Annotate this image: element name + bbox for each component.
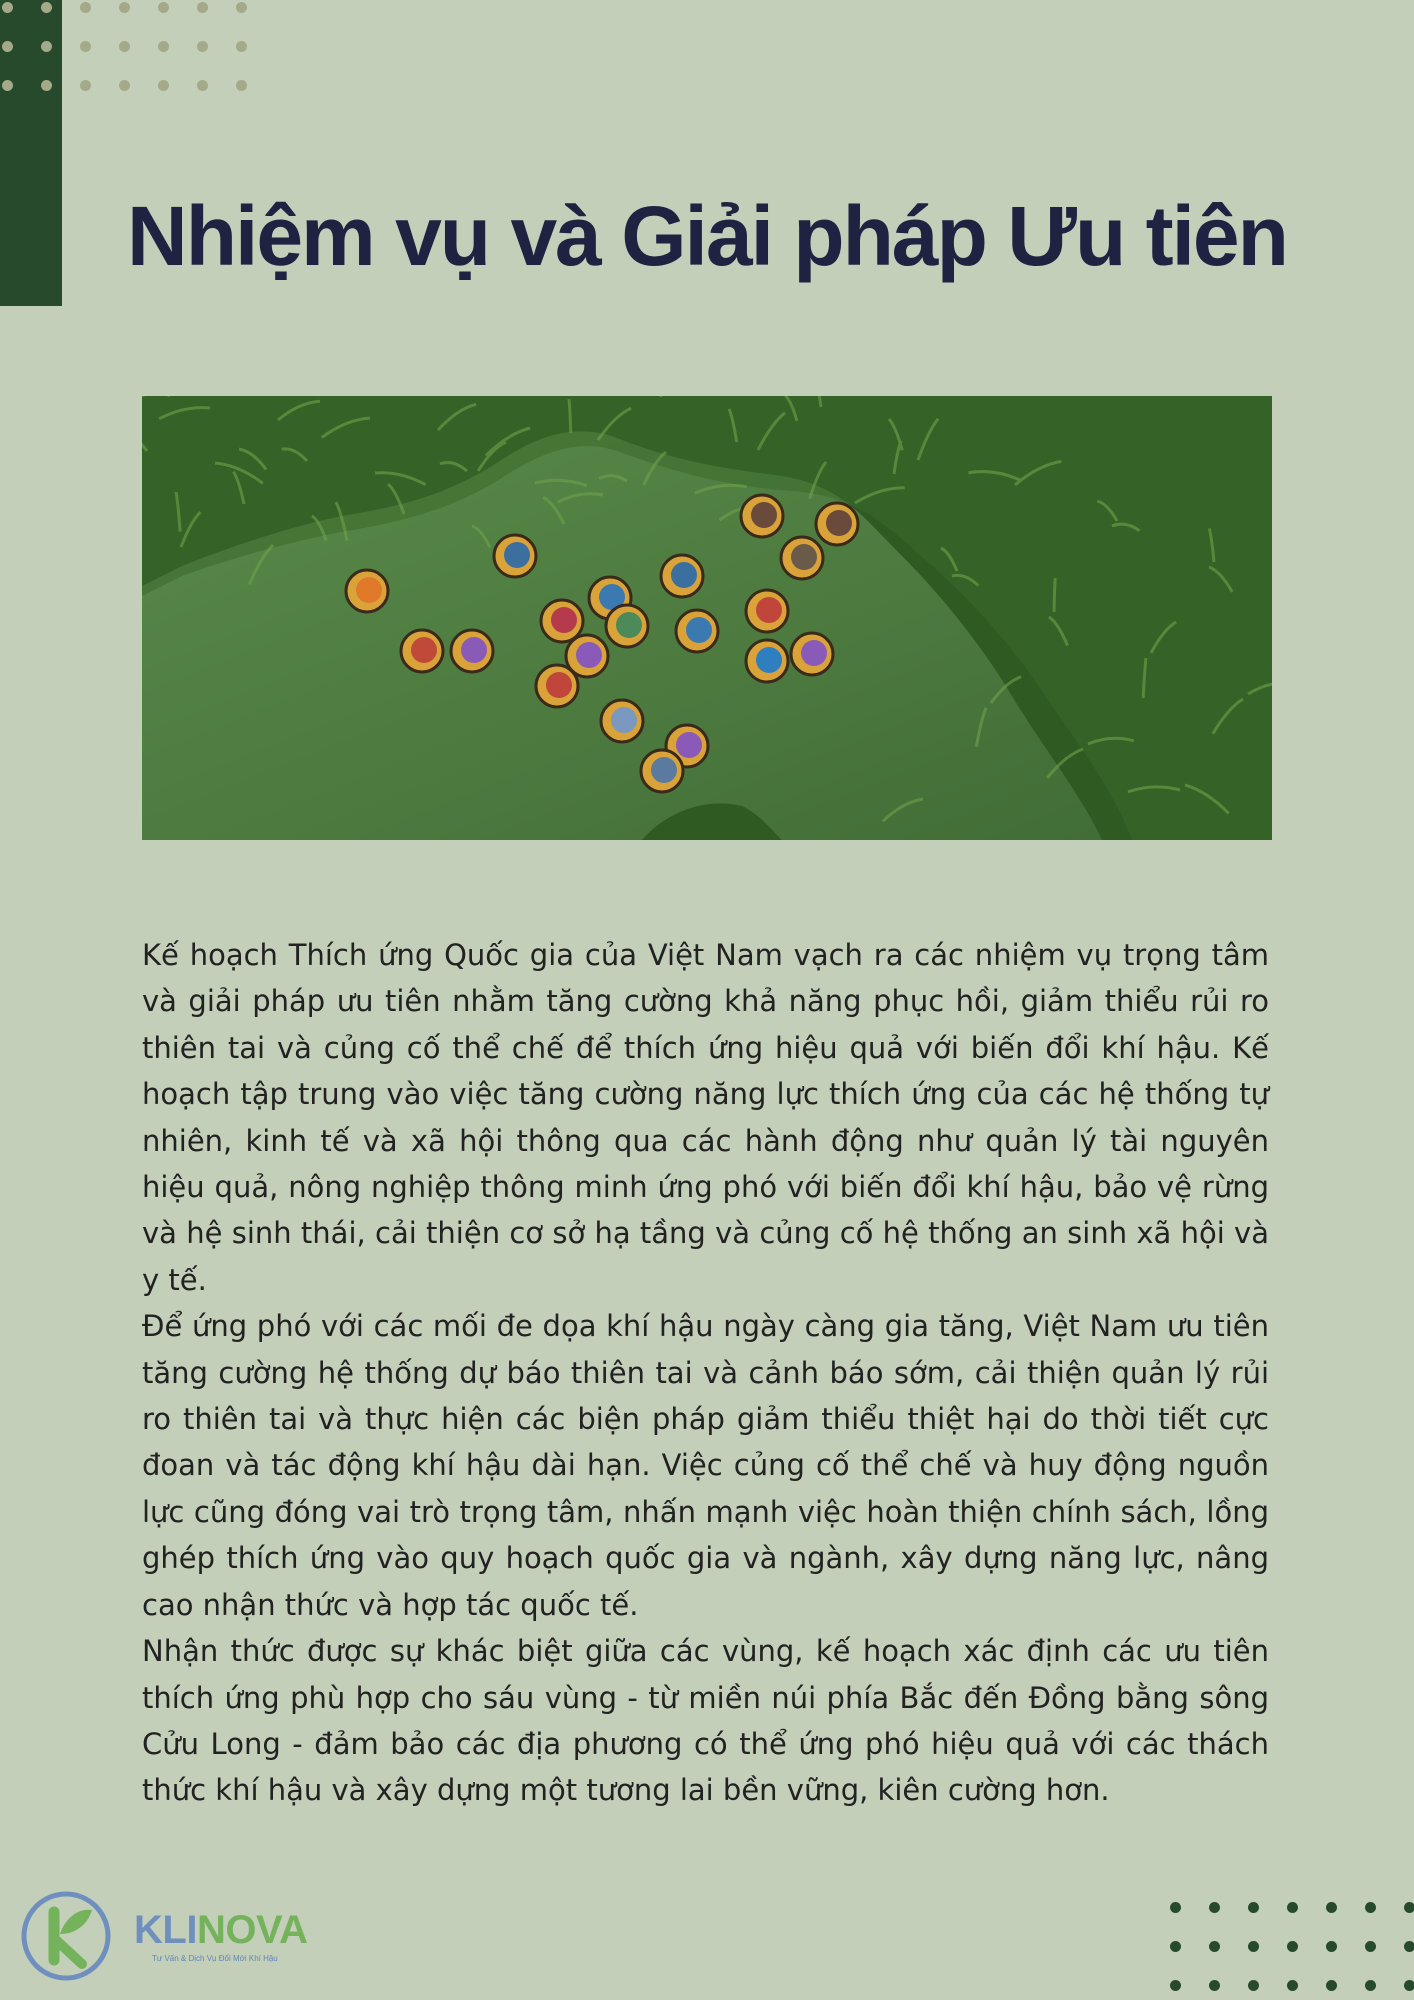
body-text — [142, 932, 1269, 1814]
decorative-dot — [158, 41, 169, 52]
decorative-dot — [158, 80, 169, 91]
paragraph: Để ứng phó với các mối đe dọa khí hậu ngày càng gia tăng, Việt Nam ưu tiên tăng cường hệ thống dự báo thiên tai và cảnh báo sớm, cải thiện quản lý rủi ro thiên tai và thực hiện các biện pháp giảm thiểu thiệt hại do thời tiết cực đoan và tác động khí hậu dài hạn. Việc củng cố thể chế và huy động nguồn lực cũng đóng vai trò trọng tâm, nhấn mạnh việc hoàn thiện chính sách, lồng ghép thích ứng vào quy hoạch quốc gia và ngành, xây dựng năng lực, nâng cao nhận thức và hợp tác quốc tế. — [142, 1309, 1269, 1622]
decorative-dot — [197, 2, 208, 13]
decorative-dot — [1365, 1980, 1376, 1991]
decorative-dot — [80, 2, 91, 13]
decorative-dot — [236, 2, 247, 13]
decorative-dot — [80, 41, 91, 52]
decorative-dot — [41, 2, 52, 13]
klinova-logo — [18, 1890, 318, 1982]
decorative-dot — [1404, 1980, 1414, 1991]
decorative-dot — [2, 2, 13, 13]
decorative-dot — [1326, 1980, 1337, 1991]
decorative-dot — [119, 41, 130, 52]
decorative-dot — [2, 80, 13, 91]
decorative-dot — [1209, 1902, 1220, 1913]
decorative-dot — [1365, 1941, 1376, 1952]
decorative-dot — [158, 2, 169, 13]
brand-name: KLINOVA — [134, 1908, 308, 1952]
decorative-dot — [1287, 1980, 1298, 1991]
decorative-dot — [1404, 1902, 1414, 1913]
decorative-dot — [1170, 1980, 1181, 1991]
photo-basket-boats-coconut-forest — [142, 396, 1272, 840]
decorative-dot — [41, 41, 52, 52]
decorative-dot — [1365, 1902, 1376, 1913]
decorative-dot — [1170, 1941, 1181, 1952]
decorative-dot — [2, 41, 13, 52]
decorative-dot — [1404, 1941, 1414, 1952]
decorative-dot — [1209, 1941, 1220, 1952]
decorative-dot — [197, 80, 208, 91]
decorative-dot — [119, 2, 130, 13]
decorative-dot — [1209, 1980, 1220, 1991]
paragraph: Nhận thức được sự khác biệt giữa các vùng, kế hoạch xác định các ưu tiên thích ứng phù hợp cho sáu vùng - từ miền núi phía Bắc đến Đồng bằng sông Cửu Long - đảm bảo các địa phương có thể ứng phó hiệu quả với các thách thức khí hậu và xây dựng một tương lai bền vững, kiên cường hơn. — [142, 1634, 1269, 1808]
decorative-dot — [236, 41, 247, 52]
klinova-emblem-icon — [18, 1890, 118, 1982]
decorative-dot — [1170, 1902, 1181, 1913]
decorative-dot — [41, 80, 52, 91]
decorative-dot — [1248, 1902, 1259, 1913]
decorative-dot — [236, 80, 247, 91]
decorative-dot — [80, 80, 91, 91]
decorative-dot — [1248, 1941, 1259, 1952]
decorative-dot — [1287, 1941, 1298, 1952]
decorative-dot — [197, 41, 208, 52]
brand-tagline: Tư Vấn & Dịch Vụ Đổi Mới Khí Hậu — [152, 1954, 278, 1963]
decorative-dot — [1326, 1902, 1337, 1913]
decorative-dot — [1287, 1902, 1298, 1913]
decorative-dot — [1326, 1941, 1337, 1952]
page-title: Nhiệm vụ và Giải pháp Ưu tiên — [127, 189, 1287, 283]
paragraph: Kế hoạch Thích ứng Quốc gia của Việt Nam vạch ra các nhiệm vụ trọng tâm và giải pháp ưu tiên nhằm tăng cường khả năng phục hồi, giảm thiểu rủi ro thiên tai và củng cố thể chế để thích ứng hiệu quả với biến đổi khí hậu. Kế hoạch tập trung vào việc tăng cường năng lực thích ứng của các hệ thống tự nhiên, kinh tế và xã hội thông qua các hành động như quản lý tài nguyên hiệu quả, nông nghiệp thông minh ứng phó với biến đổi khí hậu, bảo vệ rừng và hệ sinh thái, cải thiện cơ sở hạ tầng và củng cố hệ thống an sinh xã hội và y tế. — [142, 938, 1269, 1297]
decorative-dot — [1248, 1980, 1259, 1991]
decorative-dot — [119, 80, 130, 91]
